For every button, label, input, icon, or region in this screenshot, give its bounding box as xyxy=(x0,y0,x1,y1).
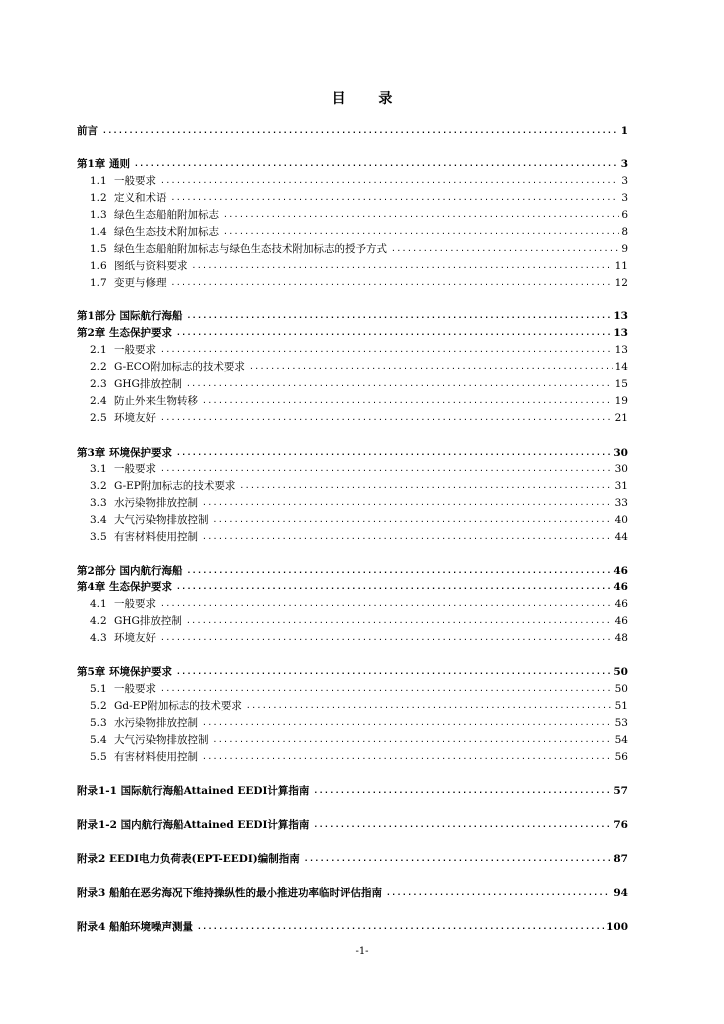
toc-entry[interactable] xyxy=(90,242,628,256)
toc-entry[interactable] xyxy=(77,124,628,138)
toc-entry[interactable] xyxy=(77,784,628,798)
toc-entry[interactable] xyxy=(77,446,628,460)
toc-dot-leader xyxy=(160,343,613,357)
toc-entry[interactable] xyxy=(90,276,628,290)
toc-entry-title: 附录1-1 国际航行海船Attained EEDI计算指南 xyxy=(77,785,310,797)
toc-dot-leader xyxy=(160,597,613,611)
toc-dot-leader xyxy=(313,818,611,832)
toc-entry[interactable] xyxy=(77,309,628,323)
toc-entry-page: 44 xyxy=(614,531,628,543)
toc-entry[interactable] xyxy=(77,852,628,866)
toc-dot-leader xyxy=(160,462,613,476)
toc-dot-leader xyxy=(192,259,613,273)
toc-entry-number: 3.4 xyxy=(90,514,107,526)
toc-entry-page: 48 xyxy=(614,632,628,644)
toc-entry-number: 5.4 xyxy=(90,734,107,746)
toc-entry-title: 前言 xyxy=(77,125,98,137)
toc-entry-page: 46 xyxy=(613,565,628,577)
toc-entry-page: 94 xyxy=(613,887,628,899)
toc-entry-title: 附录4 船舶环境噪声测量 xyxy=(77,921,193,933)
toc-entry[interactable] xyxy=(90,699,628,713)
toc-entry-page: 6 xyxy=(621,209,628,221)
toc-entry[interactable] xyxy=(90,377,628,391)
toc-entry-title: G-ECO附加标志的技术要求 xyxy=(114,361,245,373)
toc-entry[interactable] xyxy=(90,716,628,730)
toc-entry-title: 附录1-2 国内航行海船Attained EEDI计算指南 xyxy=(77,819,310,831)
toc-entry[interactable] xyxy=(77,580,628,594)
toc-entry-title: 大气污染物排放控制 xyxy=(114,734,209,746)
page-number-footer: -1- xyxy=(355,946,369,957)
toc-entry[interactable] xyxy=(77,326,628,340)
toc-entry-title: GHG排放控制 xyxy=(114,378,182,390)
toc-dot-leader xyxy=(246,699,613,713)
toc-dot-leader xyxy=(160,411,613,425)
toc-entry-page: 76 xyxy=(613,819,628,831)
toc-entry[interactable] xyxy=(90,530,628,544)
toc-entry-number: 5.2 xyxy=(90,700,107,712)
toc-entry-title: 第2章 生态保护要求 xyxy=(77,327,172,339)
toc-entry-number: 3.2 xyxy=(90,480,107,492)
toc-entry-title: 图纸与资料要求 xyxy=(114,260,188,272)
toc-dot-leader xyxy=(391,242,619,256)
toc-entry-page: 40 xyxy=(614,514,628,526)
toc-entry-page: 3 xyxy=(621,192,628,204)
toc-dot-leader xyxy=(304,852,612,866)
toc-entry-page: 15 xyxy=(614,378,628,390)
toc-dot-leader xyxy=(202,394,613,408)
toc-entry-number: 2.4 xyxy=(90,395,107,407)
toc-entry-number: 1.5 xyxy=(90,243,107,255)
toc-entry-number: 1.3 xyxy=(90,209,107,221)
toc-entry-page: 57 xyxy=(613,785,628,797)
toc-entry[interactable] xyxy=(90,614,628,628)
toc-entry-page: 51 xyxy=(614,700,628,712)
toc-entry-title: 有害材料使用控制 xyxy=(114,751,198,763)
toc-entry-page: 50 xyxy=(613,666,628,678)
toc-entry-page: 100 xyxy=(606,921,628,933)
toc-entry-page: 13 xyxy=(614,344,628,356)
toc-dot-leader xyxy=(171,276,613,290)
toc-entry-title: 大气污染物排放控制 xyxy=(114,514,209,526)
toc-entry-page: 31 xyxy=(614,480,628,492)
toc-entry-number: 4.2 xyxy=(90,615,107,627)
toc-dot-leader xyxy=(176,580,611,594)
toc-entry-page: 54 xyxy=(614,734,628,746)
toc-entry[interactable] xyxy=(90,208,628,222)
toc-dot-leader xyxy=(223,208,619,222)
toc-entry[interactable] xyxy=(90,496,628,510)
toc-entry-page: 53 xyxy=(614,717,628,729)
toc-dot-leader xyxy=(134,157,619,171)
toc-entry-title: 定义和术语 xyxy=(114,192,167,204)
toc-entry-title: 第3章 环境保护要求 xyxy=(77,447,172,459)
toc-entry[interactable] xyxy=(90,394,628,408)
toc-entry-page: 46 xyxy=(614,615,628,627)
toc-entry-number: 1.4 xyxy=(90,226,107,238)
toc-entry-page: 30 xyxy=(613,447,628,459)
toc-entry-title: 附录2 EEDI电力负荷表(EPT-EEDI)编制指南 xyxy=(77,853,300,865)
toc-entry-page: 11 xyxy=(614,260,628,272)
toc-entry-number: 1.6 xyxy=(90,260,107,272)
toc-entry-page: 56 xyxy=(614,751,628,763)
toc-entry-title: 水污染物排放控制 xyxy=(114,717,198,729)
toc-entry-title: 水污染物排放控制 xyxy=(114,497,198,509)
toc-entry[interactable] xyxy=(90,343,628,357)
toc-entry-page: 19 xyxy=(614,395,628,407)
toc-entry-title: 绿色生态船舶附加标志 xyxy=(114,209,219,221)
toc-dot-leader xyxy=(176,326,611,340)
toc-entry-title: 一般要求 xyxy=(114,344,156,356)
toc-dot-leader xyxy=(213,513,613,527)
toc-entry-page: 8 xyxy=(621,226,628,238)
toc-entry-number: 1.7 xyxy=(90,277,107,289)
toc-dot-leader xyxy=(202,716,613,730)
toc-title: 目 录 xyxy=(331,91,407,107)
toc-dot-leader xyxy=(197,920,604,934)
toc-entry[interactable] xyxy=(90,411,628,425)
toc-dot-leader xyxy=(176,446,611,460)
toc-entry-number: 3.1 xyxy=(90,463,107,475)
toc-entry[interactable] xyxy=(77,920,628,934)
toc-entry-page: 46 xyxy=(613,581,628,593)
toc-entry-number: 1.1 xyxy=(90,175,107,187)
toc-entry[interactable] xyxy=(90,259,628,273)
toc-entry-number: 1.2 xyxy=(90,192,107,204)
toc-entry-title: 第1章 通则 xyxy=(77,158,130,170)
toc-entry-title: 第5章 环境保护要求 xyxy=(77,666,172,678)
toc-dot-leader xyxy=(160,631,613,645)
toc-entry-number: 2.1 xyxy=(90,344,107,356)
toc-entry-number: 4.1 xyxy=(90,598,107,610)
toc-entry-title: 有害材料使用控制 xyxy=(114,531,198,543)
toc-entry-title: 一般要求 xyxy=(114,175,156,187)
toc-dot-leader xyxy=(313,784,611,798)
toc-entry[interactable] xyxy=(90,682,628,696)
toc-entry-title: 一般要求 xyxy=(114,598,156,610)
toc-entry-title: 绿色生态技术附加标志 xyxy=(114,226,219,238)
toc-entry-title: 一般要求 xyxy=(114,683,156,695)
toc-entry[interactable] xyxy=(90,191,628,205)
toc-entry-title: Gd-EP附加标志的技术要求 xyxy=(114,700,242,712)
toc-entry-title: 第4章 生态保护要求 xyxy=(77,581,172,593)
toc-entry-title: 环境友好 xyxy=(114,632,156,644)
toc-entry-title: 第1部分 国际航行海船 xyxy=(77,310,183,322)
toc-entry-title: 绿色生态船舶附加标志与绿色生态技术附加标志的授予方式 xyxy=(114,243,387,255)
toc-entry[interactable] xyxy=(77,886,628,900)
toc-entry[interactable] xyxy=(90,750,628,764)
toc-entry[interactable] xyxy=(77,157,628,171)
toc-entry[interactable] xyxy=(77,665,628,679)
toc-entry[interactable] xyxy=(90,479,628,493)
toc-dot-leader xyxy=(102,124,619,138)
toc-entry-number: 5.3 xyxy=(90,717,107,729)
toc-dot-leader xyxy=(171,191,620,205)
toc-entry-page: 1 xyxy=(620,125,628,137)
toc-entry-title: 环境友好 xyxy=(114,412,156,424)
toc-entry[interactable] xyxy=(90,174,628,188)
toc-entry-number: 2.2 xyxy=(90,361,107,373)
toc-entry-page: 14 xyxy=(614,361,628,373)
toc-entry-page: 50 xyxy=(614,683,628,695)
toc-entry-page: 13 xyxy=(613,310,628,322)
toc-dot-leader xyxy=(202,750,613,764)
toc-dot-leader xyxy=(186,564,611,578)
toc-entry-number: 3.3 xyxy=(90,497,107,509)
toc-entry[interactable] xyxy=(90,597,628,611)
toc-entry-page: 9 xyxy=(621,243,628,255)
toc-dot-leader xyxy=(239,479,612,493)
toc-entry-page: 21 xyxy=(614,412,628,424)
toc-dot-leader xyxy=(186,309,611,323)
toc-entry-number: 5.5 xyxy=(90,751,107,763)
toc-entry-page: 33 xyxy=(614,497,628,509)
toc-entry-title: 第2部分 国内航行海船 xyxy=(77,565,183,577)
toc-entry-title: 一般要求 xyxy=(114,463,156,475)
toc-dot-leader xyxy=(223,225,619,239)
toc-dot-leader xyxy=(249,360,613,374)
toc-entry[interactable] xyxy=(90,225,628,239)
toc-entry-page: 30 xyxy=(614,463,628,475)
toc-entry[interactable] xyxy=(90,631,628,645)
toc-entry-page: 3 xyxy=(620,158,628,170)
toc-entry-page: 46 xyxy=(614,598,628,610)
toc-entry-title: G-EP附加标志的技术要求 xyxy=(114,480,236,492)
toc-entry-title: GHG排放控制 xyxy=(114,615,182,627)
toc-dot-leader xyxy=(186,614,613,628)
toc-dot-leader xyxy=(160,174,619,188)
toc-entry[interactable] xyxy=(90,360,628,374)
toc-entry[interactable] xyxy=(90,513,628,527)
toc-dot-leader xyxy=(213,733,613,747)
toc-entry[interactable] xyxy=(77,818,628,832)
toc-entry-number: 2.5 xyxy=(90,412,107,424)
toc-entry-title: 附录3 船舶在恶劣海况下维持操纵性的最小推进功率临时评估指南 xyxy=(77,887,382,899)
toc-dot-leader xyxy=(202,496,613,510)
toc-entry-number: 4.3 xyxy=(90,632,107,644)
toc-entry-title: 防止外来生物转移 xyxy=(114,395,198,407)
toc-entry-page: 3 xyxy=(621,175,628,187)
toc-dot-leader xyxy=(186,377,613,391)
toc-dot-leader xyxy=(386,886,611,900)
toc-entry[interactable] xyxy=(90,733,628,747)
toc-entry-number: 5.1 xyxy=(90,683,107,695)
toc-entry-title: 变更与修理 xyxy=(114,277,167,289)
toc-entry[interactable] xyxy=(90,462,628,476)
toc-dot-leader xyxy=(202,530,613,544)
toc-entry-page: 12 xyxy=(614,277,628,289)
toc-dot-leader xyxy=(160,682,613,696)
toc-entry-page: 87 xyxy=(613,853,628,865)
toc-dot-leader xyxy=(176,665,611,679)
toc-entry-number: 3.5 xyxy=(90,531,107,543)
toc-entry-page: 13 xyxy=(613,327,628,339)
toc-entry[interactable] xyxy=(77,564,628,578)
toc-entry-number: 2.3 xyxy=(90,378,107,390)
